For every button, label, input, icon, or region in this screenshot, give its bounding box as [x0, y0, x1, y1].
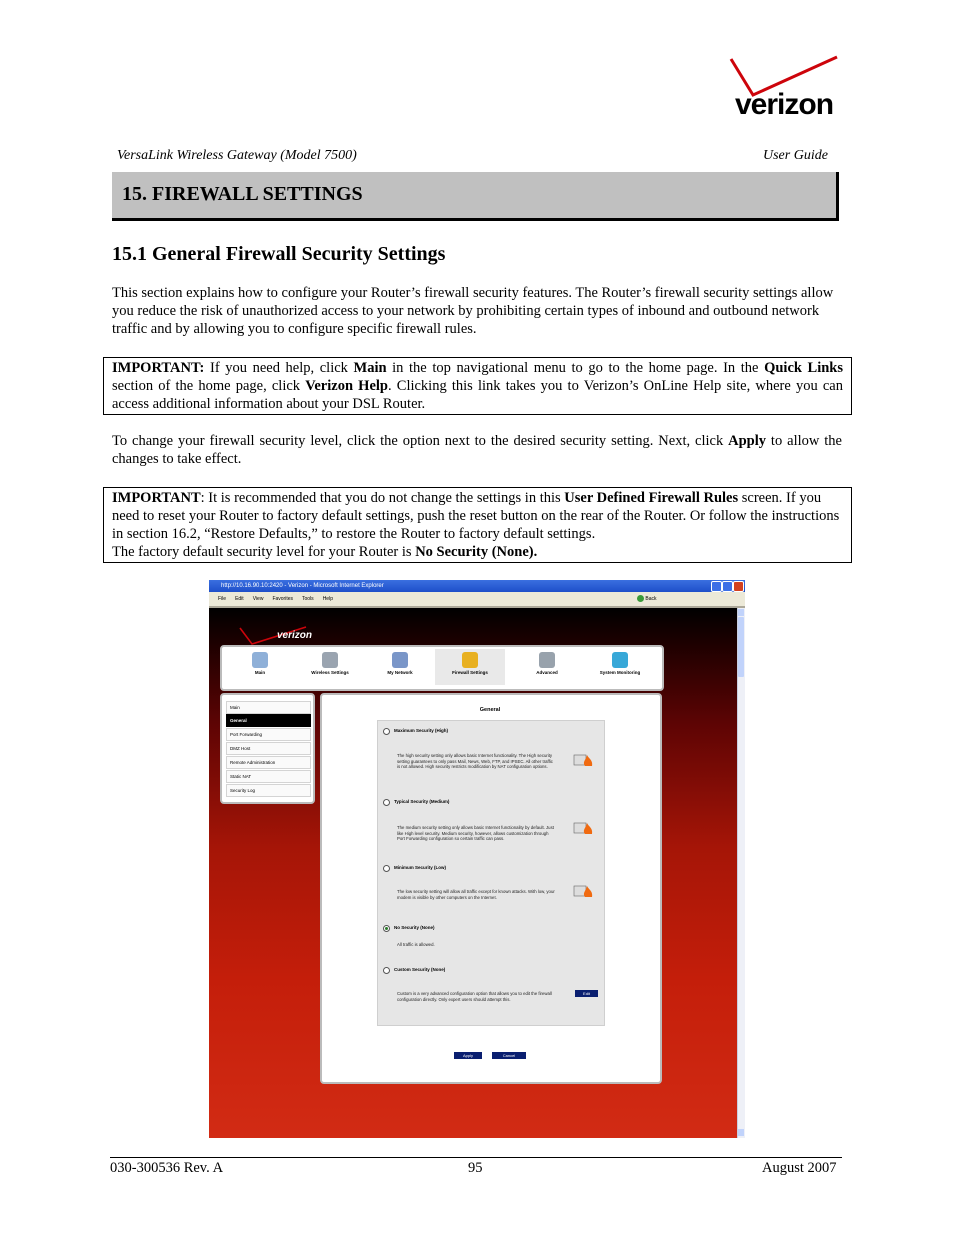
verizon-logo: verizon — [277, 630, 313, 641]
footer-rule — [110, 1157, 842, 1158]
main-ref: Main — [353, 360, 387, 376]
radio-no-security[interactable] — [383, 925, 390, 932]
side-item-static-nat[interactable]: Static NAT — [226, 770, 311, 783]
side-item-main[interactable]: Main — [226, 701, 311, 714]
text: . Clicking this link takes you to Verizon’s OnLine Help site, where you can access additional information about your DSL Router. — [112, 378, 843, 412]
main-icon — [252, 652, 268, 668]
verizon-help-ref: Verizon Help — [305, 378, 388, 394]
rules-ref: User Defined Firewall Rules — [564, 490, 739, 506]
instructions-paragraph — [112, 432, 842, 468]
option-desc: The low security setting will allow all traffic except for known attacks. With low, your modem is visible by other computers on the Internet. — [397, 889, 555, 900]
edit-button[interactable]: Edit — [575, 990, 598, 997]
apply-button[interactable]: Apply — [454, 1052, 482, 1059]
radio-maximum-security[interactable] — [383, 728, 390, 735]
text: in the top navigational menu to go to the home page. In the — [386, 360, 765, 376]
important-note-help — [103, 357, 852, 415]
option-desc: The medium security setting only allows basic Internet functionality by default. Just like High level security. Medium security, however, allows customization through Port Forwarding configuration so certain traffic can pass. — [397, 825, 554, 842]
firewall-flame-icon — [573, 821, 595, 835]
side-item-port-forwarding[interactable]: Port Forwarding — [226, 728, 311, 741]
chapter-title: 15. FIREWALL SETTINGS — [122, 183, 363, 205]
text: : It is recommended that you do not change the settings in this — [200, 490, 565, 506]
text: to allow the changes to take effect. — [112, 433, 842, 467]
option-desc: The high security setting only allows basic Internet functionality. The High security setting guarantees to only pass Mail, News, Web, FTP, and IPSEC. All other traffic is not allowed. High security restricts modification by NAT configuration options. — [397, 753, 553, 770]
menu-favorites[interactable]: Favorites — [272, 596, 293, 602]
network-icon — [392, 652, 408, 668]
section-title: 15.1 General Firewall Security Settings — [112, 243, 446, 265]
wireless-icon — [322, 652, 338, 668]
label: IMPORTANT — [112, 490, 201, 506]
ie-titlebar — [209, 580, 745, 592]
nav-main[interactable] — [225, 649, 295, 685]
scroll-thumb[interactable] — [738, 617, 744, 677]
close-icon[interactable] — [733, 581, 744, 592]
back-icon — [637, 595, 644, 602]
doc-title: VersaLink Wireless Gateway (Model 7500) — [117, 148, 357, 163]
menu-tools[interactable]: Tools — [302, 596, 314, 602]
cancel-button[interactable]: Cancel — [492, 1052, 526, 1059]
radio-typical-security[interactable] — [383, 799, 390, 806]
minimize-icon[interactable] — [711, 581, 722, 592]
scroll-down-icon[interactable] — [738, 1129, 744, 1136]
top-nav — [220, 645, 664, 691]
apply-ref: Apply — [728, 433, 767, 449]
back-label: Back — [645, 596, 657, 602]
option-title: Typical Security (Medium) — [394, 799, 450, 804]
menu-edit[interactable]: Edit — [235, 596, 244, 602]
doc-type: User Guide — [763, 148, 828, 163]
text: The factory default security level for your Router is — [112, 544, 416, 560]
nav-label: Wireless Settings — [311, 670, 349, 675]
option-desc: All traffic is allowed. — [397, 942, 435, 947]
scrollbar[interactable] — [737, 608, 745, 1138]
scroll-up-icon[interactable] — [738, 609, 744, 616]
nav-label: Main — [254, 670, 266, 675]
nav-label: Advanced — [536, 670, 558, 675]
doc-number: 030-300536 Rev. A — [110, 1160, 224, 1176]
doc-date: August 2007 — [762, 1160, 837, 1176]
firewall-flame-icon — [573, 884, 595, 898]
nav-label: Firewall Settings — [452, 670, 488, 675]
default-level-ref: No Security (None). — [415, 544, 538, 560]
radio-custom-security[interactable] — [383, 967, 390, 974]
window-title: http://10.16.90.10:2420 - Verizon - Microsoft Internet Explorer — [221, 583, 384, 589]
maximize-icon[interactable] — [722, 581, 733, 592]
back-button[interactable] — [637, 594, 657, 604]
chapter-banner — [112, 172, 839, 221]
nav-wireless-settings[interactable] — [295, 649, 365, 685]
advanced-icon — [539, 652, 555, 668]
option-title: Custom Security (None) — [394, 967, 446, 972]
content-title: General — [479, 707, 501, 713]
side-item-security-log[interactable]: Security Log — [226, 784, 311, 797]
menu-view[interactable]: View — [252, 596, 264, 602]
option-title: No Security (None) — [394, 925, 435, 930]
nav-system-monitoring[interactable] — [585, 649, 655, 685]
label: IMPORTANT: — [112, 360, 205, 376]
quick-links-ref: Quick Links — [764, 360, 844, 376]
router-screenshot — [209, 580, 745, 1138]
menu-help[interactable]: Help — [322, 596, 333, 602]
nav-label: System Monitoring — [599, 670, 641, 675]
text: If you need help, click — [204, 360, 354, 376]
text: section of the home page, click — [112, 378, 306, 394]
intro-paragraph: This section explains how to configure your Router’s firewall security features. The Router’s firewall security settings allow you reduce the risk of unauthorized access to your network by prohibiting certain types of inbound and outbound network traffic and by allowing you to configure specific firewall rules. — [112, 285, 834, 337]
verizon-logo: verizon — [735, 88, 834, 121]
text: To change your firewall security level, click the option next to the desired security setting. Next, click — [112, 433, 729, 449]
nav-firewall-settings[interactable] — [435, 649, 505, 685]
menu-file[interactable]: File — [218, 596, 227, 602]
side-item-general[interactable]: General — [226, 714, 311, 727]
nav-label: My Network — [387, 670, 413, 675]
option-desc: Custom is a very advanced configuration option that allows you to edit the firewall configuration directly. Only expert users should attempt this. — [397, 991, 552, 1002]
page-number: 95 — [468, 1160, 483, 1176]
important-note-defaults — [103, 487, 852, 563]
nav-my-network[interactable] — [365, 649, 435, 685]
option-title: Minimum Security (Low) — [394, 865, 447, 870]
firewall-flame-icon — [573, 753, 595, 767]
monitor-icon — [612, 652, 628, 668]
radio-minimum-security[interactable] — [383, 865, 390, 872]
side-item-remote-administration[interactable]: Remote Administration — [226, 756, 311, 769]
nav-advanced[interactable] — [512, 649, 582, 685]
ie-menubar — [209, 592, 745, 606]
side-menu — [220, 693, 315, 804]
text: screen. If you need to reset your Router to factory default settings, push the reset button on the rear of the Router. Or follow the instructions in section 16.2, “Restore Defaults,” to restore the Router to factory default settings. — [112, 490, 840, 542]
side-item-dmz-host[interactable]: DMZ Host — [226, 742, 311, 755]
option-title: Maximum Security (High) — [394, 728, 449, 733]
firewall-icon — [462, 652, 478, 668]
